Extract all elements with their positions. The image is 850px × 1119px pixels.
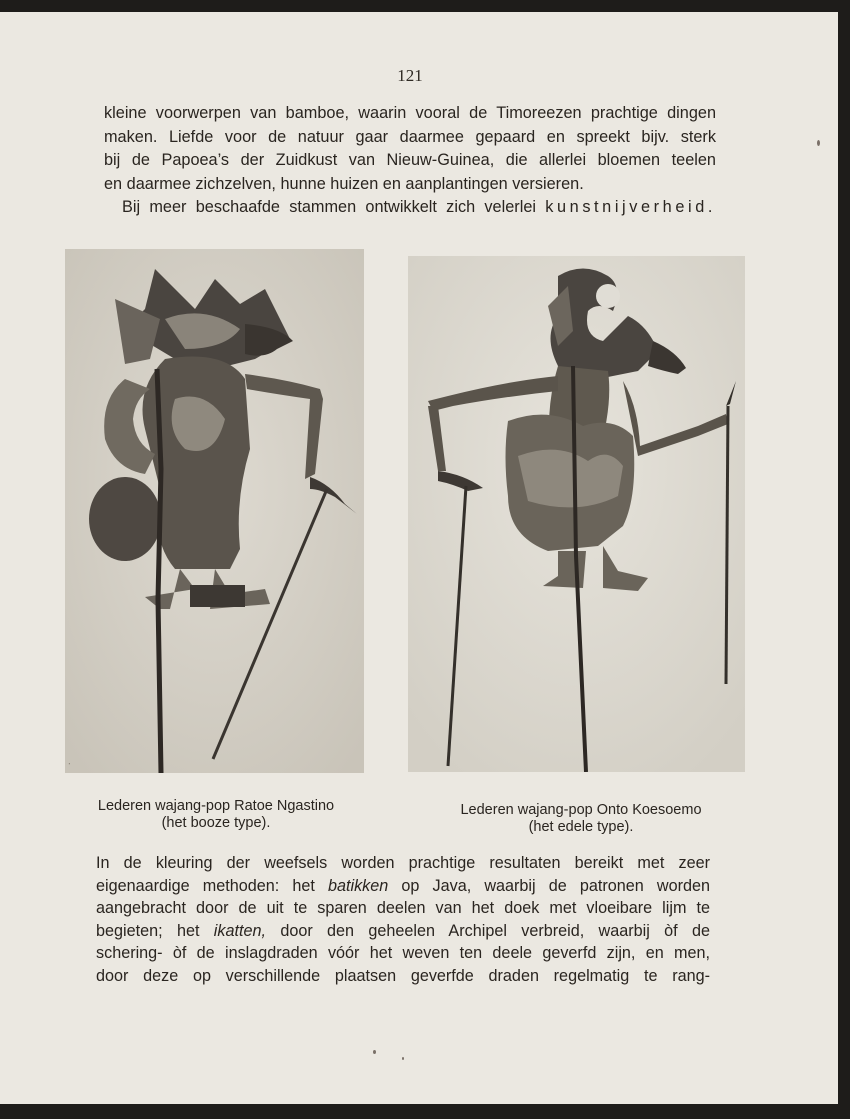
book-page xyxy=(0,12,838,1104)
wayang-puppet-right-illustration xyxy=(408,256,745,772)
plate-mark-left: ᐧ xyxy=(68,759,71,769)
paragraph-2-line-4 xyxy=(96,920,710,943)
paper-speck xyxy=(402,1057,404,1060)
paragraph-1 xyxy=(104,102,716,220)
emphasis-kunstnijverheid: kunstnijverheid. xyxy=(545,198,716,216)
paragraph-2-line-3: aangebracht door de uit te sparen deelen van het doek met vloeibare lijm te xyxy=(96,899,710,918)
page-number: 121 xyxy=(397,66,423,85)
paragraph-2-line-2-c: op Java, waarbij de patronen worden xyxy=(388,876,710,895)
caption-right-line-1: Lederen wajang-pop Onto Koesoemo xyxy=(460,802,702,818)
paragraph-1-line-5 xyxy=(104,196,716,220)
photo-wajang-onto-koesoemo xyxy=(408,256,745,772)
paragraph-1-line-4: en daarmee zichzelven, hunne huizen en aanplantingen versieren. xyxy=(104,174,584,193)
wayang-puppet-left-illustration xyxy=(65,249,364,773)
paragraph-2-line-5: schering- òf de inslagdraden vóór het weven ten deele geverfd zijn, en men, xyxy=(96,944,710,963)
paragraph-1-line-1: kleine voorwerpen van bamboe, waarin vooral de Timoreezen prachtige dingen xyxy=(104,104,716,122)
caption-left-line-2: (het booze type). xyxy=(161,815,271,831)
term-ikatten: ikatten, xyxy=(213,921,266,940)
paragraph-2-line-2 xyxy=(96,875,710,898)
paragraph-1-line-3: bij de Papoea’s der Zuidkust van Nieuw-Guinea, die allerlei bloemen teelen xyxy=(104,151,716,169)
paper-speck xyxy=(817,140,820,146)
paragraph-2-line-6: door deze op verschillende plaatsen geverfde draden regelmatig te rang- xyxy=(96,966,710,985)
paragraph-2-line-4-a: begieten; het xyxy=(96,921,214,940)
paragraph-2-line-1: In de kleuring der weefsels worden prachtige resultaten bereikt met zeer xyxy=(96,854,710,872)
paragraph-2-line-2-a: eigenaardige methoden: het xyxy=(96,876,328,895)
term-batikken: batikken xyxy=(327,876,389,895)
paragraph-1-line-2: maken. Liefde voor de natuur gaar daarmee gepaard en spreekt bijv. sterk xyxy=(104,127,716,146)
caption-right xyxy=(432,802,730,836)
photo-wajang-ratoe-ngastino xyxy=(65,249,364,773)
paragraph-1-line-5-text: Bij meer beschaafde stammen ontwikkelt zich velerlei xyxy=(122,198,546,216)
caption-left-line-1: Lederen wajang-pop Ratoe Ngastino xyxy=(97,798,335,814)
caption-left xyxy=(70,798,362,832)
paragraph-2 xyxy=(96,852,710,988)
paragraph-2-line-4-c: door den geheelen Archipel verbreid, waarbij òf de xyxy=(265,921,711,940)
caption-right-line-2: (het edele type). xyxy=(528,819,634,835)
paper-speck xyxy=(373,1050,376,1054)
